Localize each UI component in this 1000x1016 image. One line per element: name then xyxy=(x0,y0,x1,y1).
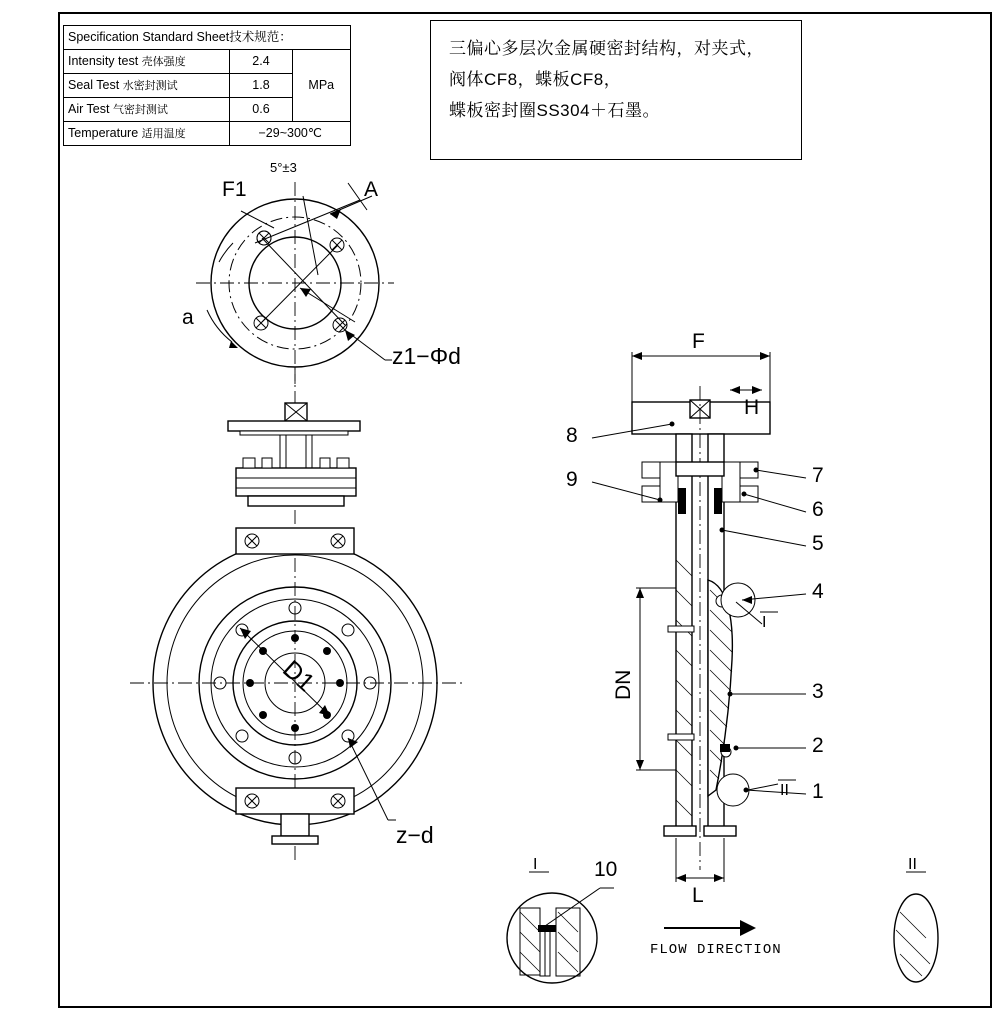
label-arrow-a: A xyxy=(364,178,379,201)
label-l: L xyxy=(692,884,704,907)
detail-II xyxy=(894,872,938,982)
balloon-1: 1 xyxy=(812,780,824,803)
row-label-cn: 壳体强度 xyxy=(141,55,186,68)
spec-table-header: Specification Standard Sheet技术规范： xyxy=(64,26,351,50)
label-h: H xyxy=(744,396,760,419)
row-label-en: Seal Test xyxy=(68,77,120,92)
label-dn: DN xyxy=(612,669,635,700)
row-label-en: Temperature xyxy=(68,125,139,140)
row-value: 0.6 xyxy=(230,98,292,122)
label-z1-phi-d: z1−Φd xyxy=(392,343,461,369)
label-angle-tolerance: 5°±3 xyxy=(270,160,297,175)
row-label-en: Air Test xyxy=(68,101,110,116)
note-line: 阀体CF8，蝶板CF8， xyxy=(449,70,622,89)
detail-marker-I: I xyxy=(762,614,767,631)
label-f: F xyxy=(692,330,705,353)
row-label-cn: 适用温度 xyxy=(141,127,186,140)
balloon-9: 9 xyxy=(566,468,578,491)
balloon-8: 8 xyxy=(566,424,578,447)
row-value: 2.4 xyxy=(230,50,292,74)
label-a-angle: a xyxy=(182,306,194,329)
detail-I xyxy=(507,872,614,983)
unit-cell: MPa xyxy=(292,50,350,122)
label-f1: F1 xyxy=(222,178,247,201)
detail-title-I: I xyxy=(533,856,538,873)
flow-direction-label: FLOW DIRECTION xyxy=(650,942,782,958)
balloon-4: 4 xyxy=(812,580,824,603)
balloon-6: 6 xyxy=(812,498,824,521)
row-label-cn: 气密封测试 xyxy=(112,103,168,116)
balloon-5: 5 xyxy=(812,532,824,555)
balloon-2: 2 xyxy=(812,734,824,757)
label-z-d: z−d xyxy=(396,822,434,848)
balloon-7: 7 xyxy=(812,464,824,487)
top-flange-view xyxy=(196,182,394,384)
front-view-actuator xyxy=(228,403,360,506)
row-label-en: Intensity test xyxy=(68,53,139,68)
callout-10: 10 xyxy=(594,858,618,881)
row-value: 1.8 xyxy=(230,74,292,98)
detail-title-II: II xyxy=(908,856,917,873)
detail-marker-II: II xyxy=(780,782,789,799)
row-value: −29~300℃ xyxy=(230,122,351,146)
label-d1: D1 xyxy=(277,655,320,698)
balloon-3: 3 xyxy=(812,680,824,703)
row-label-cn: 水密封测试 xyxy=(122,79,178,92)
section-view xyxy=(592,352,806,936)
note-line: 蝶板密封圈SS304＋石墨。 xyxy=(449,101,661,120)
note-line: 三偏心多层次金属硬密封结构，对夹式， xyxy=(449,39,764,58)
